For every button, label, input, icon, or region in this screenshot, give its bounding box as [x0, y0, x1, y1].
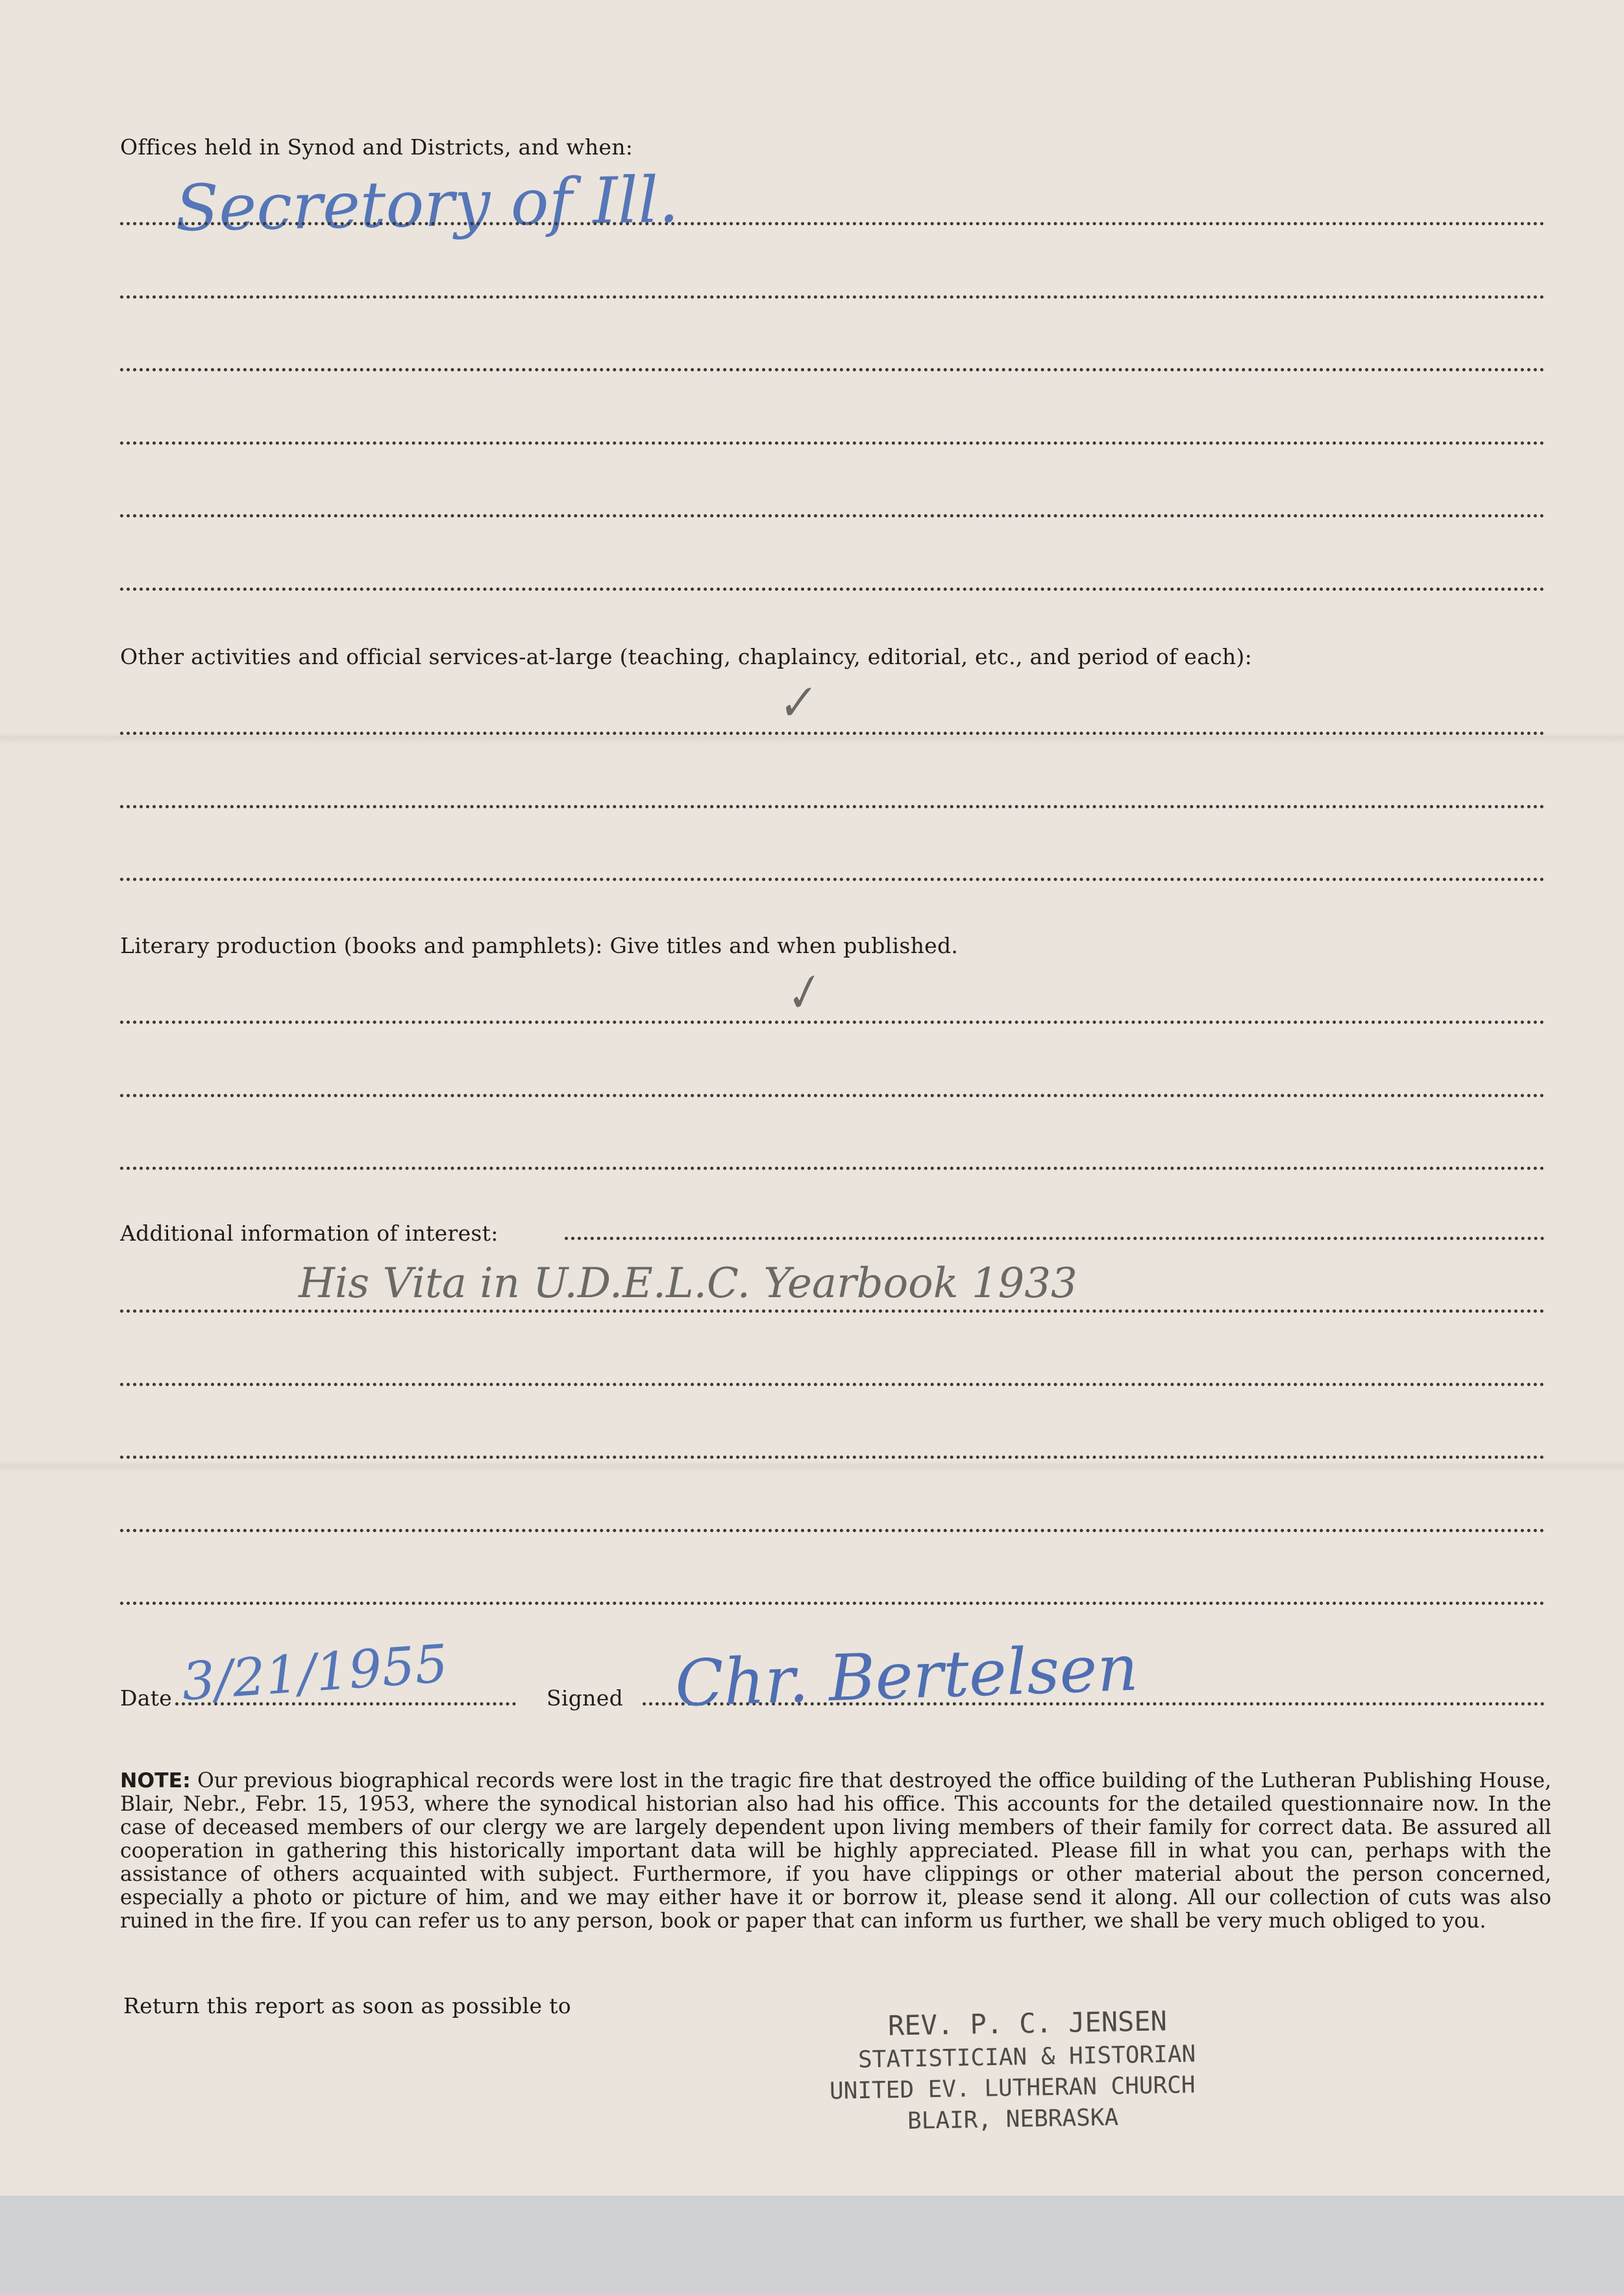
note-paragraph [120, 1769, 1551, 1933]
signed-label: Signed [547, 1685, 623, 1711]
date-label: Date [120, 1685, 173, 1711]
offices-line-6 [120, 588, 1545, 591]
stamp-line-1: REV. P. C. JENSEN [887, 2005, 1168, 2042]
additional-line-1 [120, 1309, 1545, 1313]
note-text: Our previous biographical records were lost in the tragic fire that destroyed the office building of the Lutheran Publishing House, Blair, Nebr., Febr. 15, 1953, where the synodical historian also had his office. This accounts for the detailed questionnaire now. In the case of deceased members of our clergy we are largely dependent upon living members of their family for correct data. Be assured all cooperation in gathering this historically important data will be highly appreciated. Please fill in what you can, perhaps with the assistance of others acquainted with subject. Furthermore, if you have clippings or other material about the person concerned, especially a photo or picture of him, and we may either have it or borrow it, please send it along. All our collection of cuts was also ruined in the fire. If you can refer us to any person, book or paper that can inform us further, we shall be very much obliged to you. [120, 1769, 1552, 1933]
offices-answer: Secretory of Ill. [175, 163, 680, 246]
additional-line-2 [120, 1383, 1545, 1386]
offices-line-4 [120, 441, 1545, 445]
additional-label: Additional information of interest: [120, 1221, 498, 1246]
activities-label: Other activities and official services-at-large (teaching, chaplaincy, editorial, etc., and period of each): [120, 644, 1253, 669]
activities-line-2 [120, 805, 1545, 808]
return-label: Return this report as soon as possible to [123, 1993, 571, 2018]
literary-label: Literary production (books and pamphlets): Give titles and when published. [120, 933, 959, 958]
additional-line-4 [120, 1529, 1545, 1532]
offices-line-2 [120, 295, 1545, 299]
note-heading: NOTE: [120, 1769, 191, 1793]
activities-line-3 [120, 878, 1545, 881]
signature: Chr. Bertelsen [674, 1631, 1140, 1722]
date-value: 3/21/1955 [180, 1633, 450, 1713]
literary-line-1 [120, 1021, 1545, 1024]
additional-answer: His Vita in U.D.E.L.C. Yearbook 1933 [299, 1259, 1077, 1308]
offices-line-5 [120, 514, 1545, 517]
literary-line-3 [120, 1167, 1545, 1170]
additional-line-3 [120, 1456, 1545, 1459]
stamp-line-4: BLAIR, NEBRASKA [907, 2104, 1119, 2135]
additional-line-0 [565, 1237, 1545, 1240]
literary-line-2 [120, 1094, 1545, 1097]
activities-line-1 [120, 732, 1545, 735]
offices-line-3 [120, 368, 1545, 371]
stamp-line-3: UNITED EV. LUTHERAN CHURCH [829, 2072, 1196, 2105]
literary-checkmark: ✓ [774, 962, 828, 1026]
offices-line-1 [120, 222, 1545, 225]
activities-checkmark: ✓ [772, 674, 818, 732]
scanner-background [0, 2196, 1624, 2295]
stamp-line-2: STATISTICIAN & HISTORIAN [857, 2041, 1196, 2074]
offices-label: Offices held in Synod and Districts, and when: [120, 134, 634, 160]
additional-line-5 [120, 1602, 1545, 1605]
